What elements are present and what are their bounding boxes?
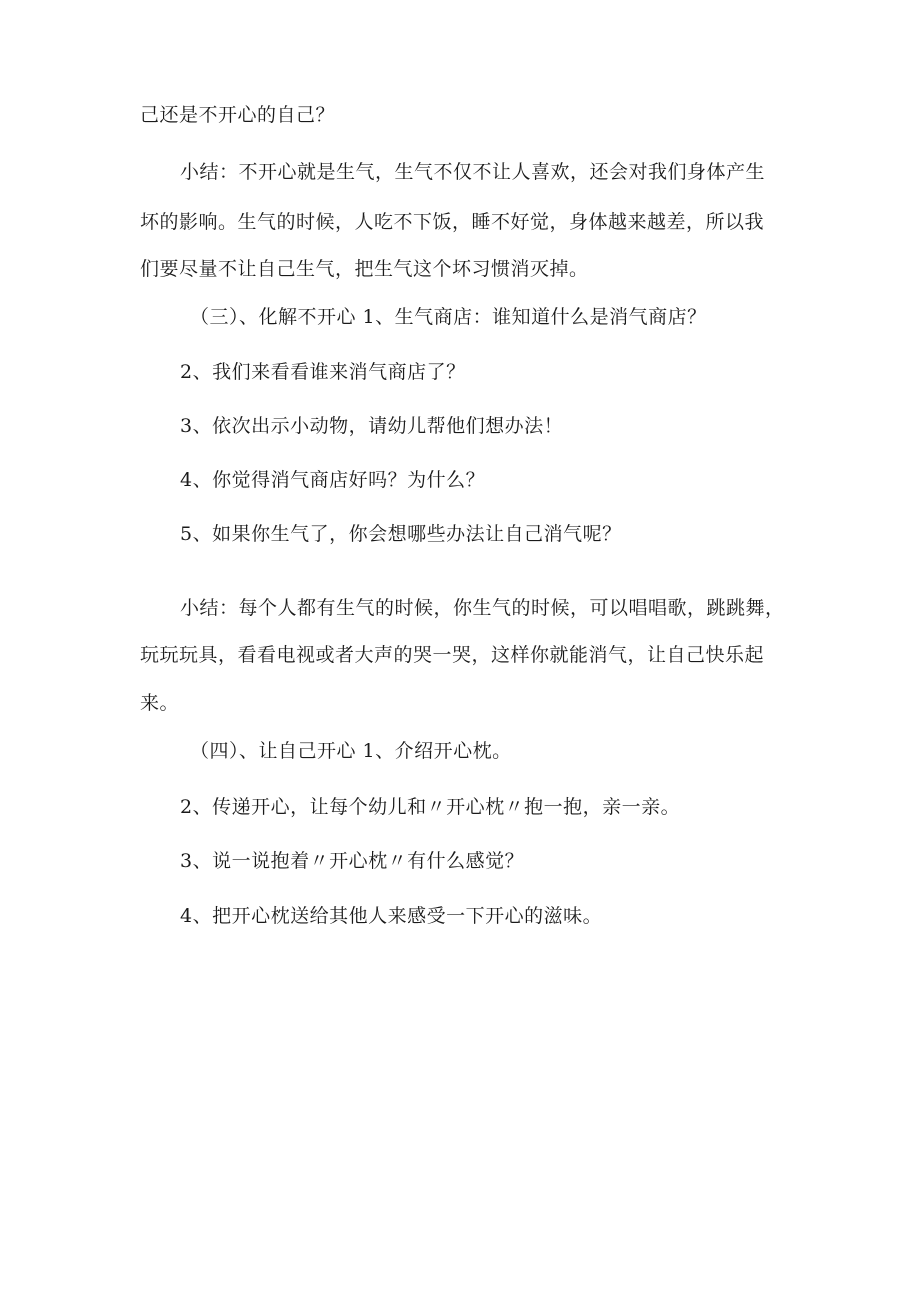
section-three-heading: （三）、化解不开心 1、生气商店：谁知道什么是消气商店？	[190, 306, 707, 328]
section-three-item-2: 2、我们来看看谁来消气商店了？	[180, 361, 466, 383]
summary-paragraph-2-line-1: 小结：每个人都有生气的时候，你生气的时候，可以唱唱歌，跳跳舞，	[180, 597, 785, 619]
summary-paragraph-2-line-3: 来。	[140, 692, 180, 714]
section-four-item-2: 2、传递开心，让每个幼儿和〃开心枕〃抱一抱，亲一亲。	[180, 796, 681, 818]
section-three-item-3: 3、依次出示小动物，请幼儿帮他们想办法！	[180, 415, 564, 437]
text-line-1: 己还是不开心的自己？	[140, 104, 336, 126]
summary-paragraph-1-line-2: 坏的影响。生气的时候，人吃不下饭，睡不好觉，身体越来越差，所以我	[140, 211, 765, 233]
section-four-item-4: 4、把开心枕送给其他人来感受一下开心的滋味。	[180, 905, 603, 927]
summary-paragraph-1-line-1: 小结：不开心就是生气，生气不仅不让人喜欢，还会对我们身体产生	[180, 161, 766, 183]
section-three-item-5: 5、如果你生气了，你会想哪些办法让自己消气呢？	[180, 523, 622, 545]
section-three-item-4: 4、你觉得消气商店好吗？为什么？	[180, 469, 486, 491]
section-four-heading: （四）、让自己开心 1、介绍开心枕。	[190, 740, 512, 762]
summary-paragraph-1-line-3: 们要尽量不让自己生气，把生气这个坏习惯消灭掉。	[140, 258, 589, 280]
section-four-item-3: 3、说一说抱着〃开心枕〃有什么感觉？	[180, 850, 525, 872]
summary-paragraph-2-line-2: 玩玩玩具，看看电视或者大声的哭一哭，这样你就能消气，让自己快乐起	[140, 644, 765, 666]
